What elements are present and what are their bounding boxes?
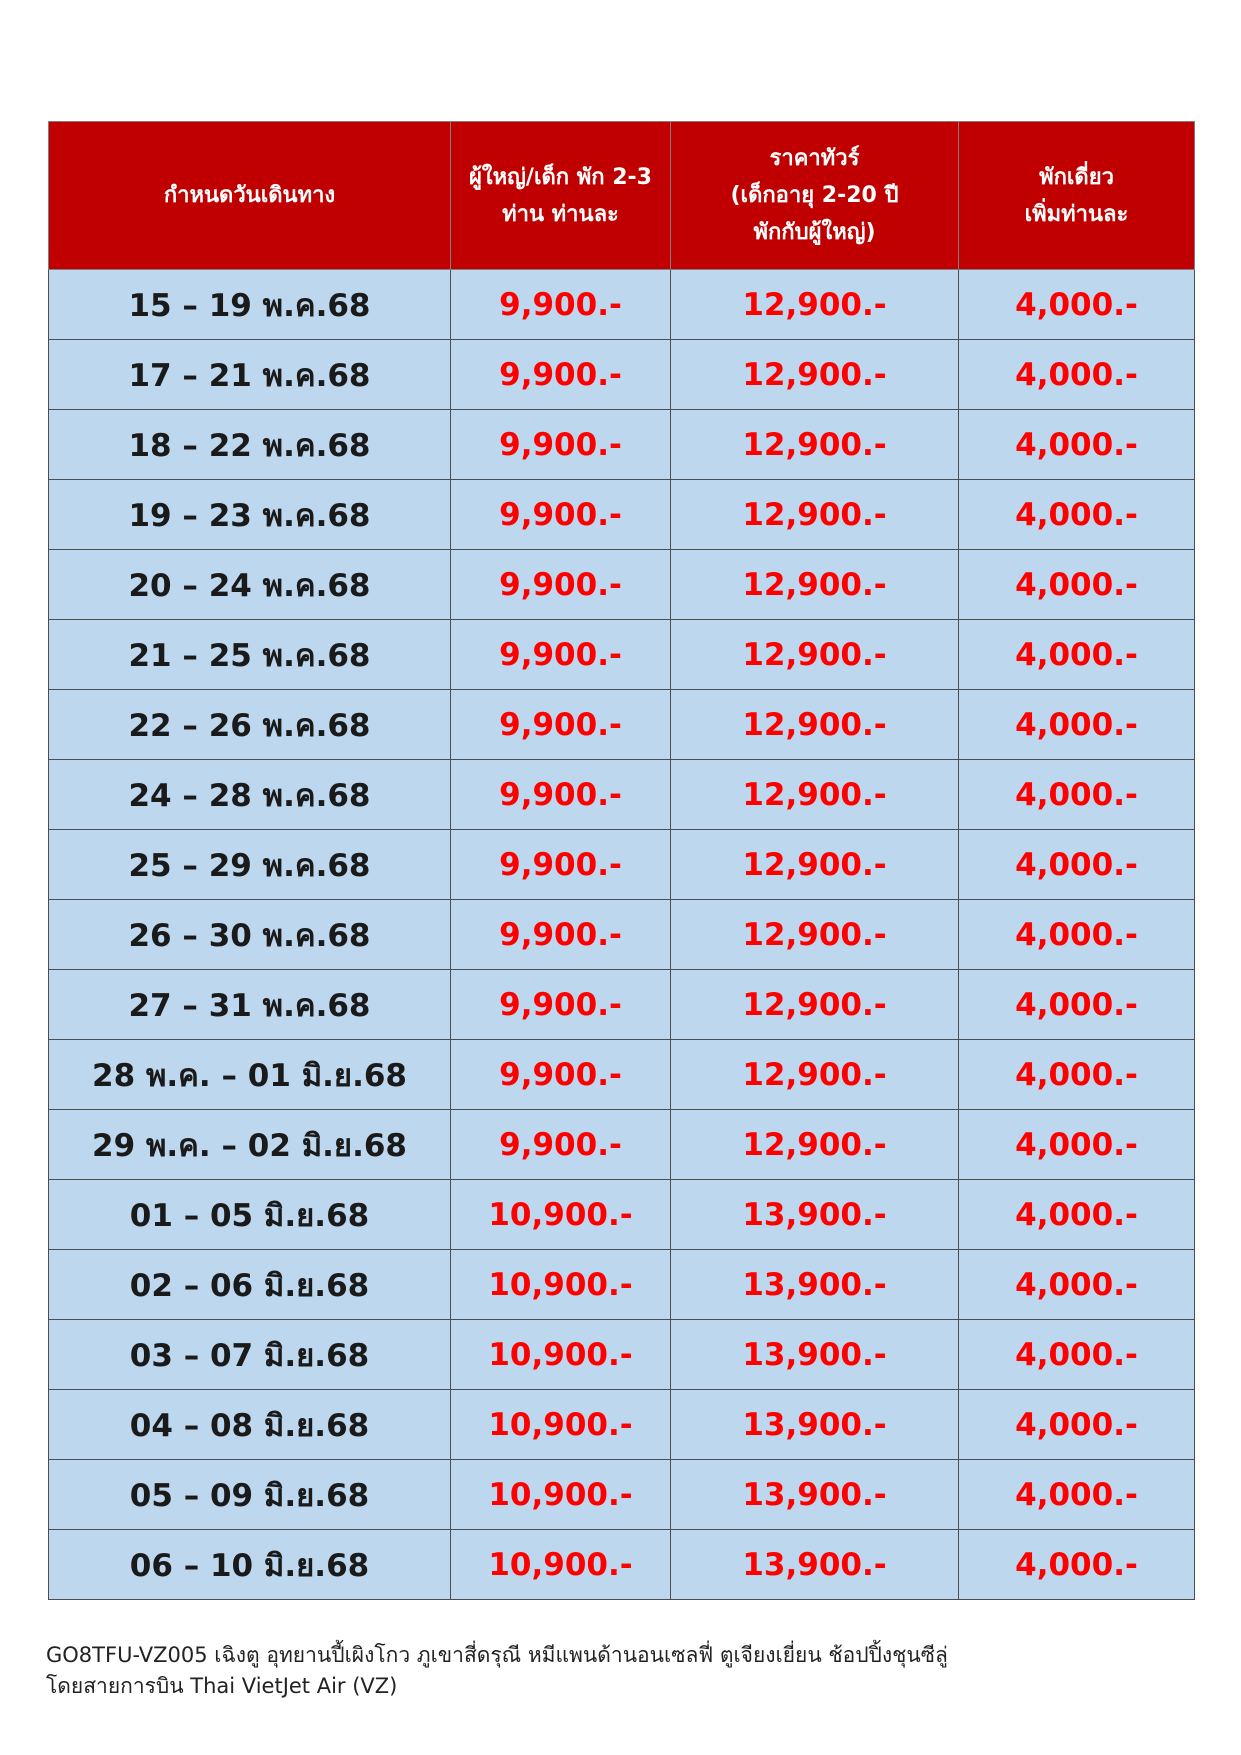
single-supplement-cell: 4,000.- — [959, 1320, 1195, 1390]
table-row — [49, 1250, 1195, 1320]
adult-child-price-cell: 9,900.- — [451, 830, 671, 900]
travel-date-cell: 21 – 25 พ.ค.68 — [49, 620, 451, 690]
travel-date-cell: 29 พ.ค. – 02 มิ.ย.68 — [49, 1110, 451, 1180]
single-supplement-cell: 4,000.- — [959, 340, 1195, 410]
single-supplement-cell: 4,000.- — [959, 1180, 1195, 1250]
adult-child-price-cell: 9,900.- — [451, 970, 671, 1040]
adult-child-price-cell: 10,900.- — [451, 1180, 671, 1250]
table-row — [49, 1460, 1195, 1530]
single-supplement-cell: 4,000.- — [959, 830, 1195, 900]
travel-date-cell: 05 – 09 มิ.ย.68 — [49, 1460, 451, 1530]
travel-date-cell: 06 – 10 มิ.ย.68 — [49, 1530, 451, 1600]
airline-note: โดยสายการบิน Thai VietJet Air (VZ) — [46, 1674, 398, 1698]
table-row — [49, 1320, 1195, 1390]
table-row — [49, 1180, 1195, 1250]
adult-child-price-cell: 10,900.- — [451, 1530, 671, 1600]
child-tour-price-cell: 13,900.- — [671, 1530, 959, 1600]
travel-date-cell: 24 – 28 พ.ค.68 — [49, 760, 451, 830]
single-supplement-cell: 4,000.- — [959, 690, 1195, 760]
adult-child-price-cell: 9,900.- — [451, 410, 671, 480]
child-tour-price-cell: 13,900.- — [671, 1180, 959, 1250]
tour-code-description: GO8TFU-VZ005 เฉิงตู อุทยานปี้เผิงโกว ภูเขาสี่ดรุณี หมีแพนด้านอนเซลฟี่ ตูเจียงเยี่ยน ช้อปปิ้งชุนซีลู่ — [46, 1643, 948, 1667]
table-row — [49, 900, 1195, 970]
single-supplement-cell: 4,000.- — [959, 760, 1195, 830]
table-row — [49, 1040, 1195, 1110]
child-tour-price-cell: 12,900.- — [671, 270, 959, 340]
single-supplement-cell: 4,000.- — [959, 620, 1195, 690]
single-supplement-cell: 4,000.- — [959, 1040, 1195, 1110]
table-row — [49, 1110, 1195, 1180]
travel-date-cell: 26 – 30 พ.ค.68 — [49, 900, 451, 970]
tour-footer — [46, 1640, 1196, 1702]
single-supplement-cell: 4,000.- — [959, 410, 1195, 480]
table-row — [49, 690, 1195, 760]
adult-child-price-cell: 9,900.- — [451, 340, 671, 410]
travel-date-cell: 17 – 21 พ.ค.68 — [49, 340, 451, 410]
single-supplement-cell: 4,000.- — [959, 1390, 1195, 1460]
child-tour-price-cell: 12,900.- — [671, 340, 959, 410]
travel-date-cell: 22 – 26 พ.ค.68 — [49, 690, 451, 760]
table-row — [49, 830, 1195, 900]
adult-child-price-cell: 9,900.- — [451, 1110, 671, 1180]
child-tour-price-cell: 12,900.- — [671, 970, 959, 1040]
single-supplement-cell: 4,000.- — [959, 970, 1195, 1040]
price-table-header — [49, 122, 1195, 270]
single-supplement-cell: 4,000.- — [959, 1460, 1195, 1530]
child-tour-price-cell: 12,900.- — [671, 550, 959, 620]
adult-child-price-cell: 9,900.- — [451, 550, 671, 620]
single-supplement-cell: 4,000.- — [959, 480, 1195, 550]
child-tour-price-cell: 12,900.- — [671, 900, 959, 970]
child-tour-price-cell: 13,900.- — [671, 1460, 959, 1530]
child-tour-price-cell: 13,900.- — [671, 1320, 959, 1390]
travel-date-cell: 15 – 19 พ.ค.68 — [49, 270, 451, 340]
travel-date-cell: 18 – 22 พ.ค.68 — [49, 410, 451, 480]
header-single-supplement: พักเดี่ยว เพิ่มท่านละ — [959, 122, 1195, 270]
child-tour-price-cell: 13,900.- — [671, 1390, 959, 1460]
child-tour-price-cell: 12,900.- — [671, 1040, 959, 1110]
adult-child-price-cell: 9,900.- — [451, 760, 671, 830]
child-tour-price-cell: 12,900.- — [671, 760, 959, 830]
travel-date-cell: 27 – 31 พ.ค.68 — [49, 970, 451, 1040]
table-row — [49, 340, 1195, 410]
child-tour-price-cell: 13,900.- — [671, 1250, 959, 1320]
adult-child-price-cell: 10,900.- — [451, 1320, 671, 1390]
table-row — [49, 970, 1195, 1040]
header-travel-dates: กำหนดวันเดินทาง — [49, 122, 451, 270]
table-row — [49, 1530, 1195, 1600]
travel-date-cell: 04 – 08 มิ.ย.68 — [49, 1390, 451, 1460]
table-row — [49, 550, 1195, 620]
travel-date-cell: 28 พ.ค. – 01 มิ.ย.68 — [49, 1040, 451, 1110]
header-child-tour-price: ราคาทัวร์ (เด็กอายุ 2-20 ปี พักกับผู้ใหญ่) — [671, 122, 959, 270]
header-row — [49, 122, 1195, 270]
table-row — [49, 270, 1195, 340]
child-tour-price-cell: 12,900.- — [671, 480, 959, 550]
adult-child-price-cell: 9,900.- — [451, 1040, 671, 1110]
travel-date-cell: 03 – 07 มิ.ย.68 — [49, 1320, 451, 1390]
price-table — [48, 121, 1195, 1600]
child-tour-price-cell: 12,900.- — [671, 830, 959, 900]
child-tour-price-cell: 12,900.- — [671, 1110, 959, 1180]
table-row — [49, 1390, 1195, 1460]
single-supplement-cell: 4,000.- — [959, 900, 1195, 970]
adult-child-price-cell: 10,900.- — [451, 1460, 671, 1530]
travel-date-cell: 25 – 29 พ.ค.68 — [49, 830, 451, 900]
adult-child-price-cell: 9,900.- — [451, 900, 671, 970]
adult-child-price-cell: 10,900.- — [451, 1390, 671, 1460]
adult-child-price-cell: 9,900.- — [451, 690, 671, 760]
travel-date-cell: 01 – 05 มิ.ย.68 — [49, 1180, 451, 1250]
travel-date-cell: 20 – 24 พ.ค.68 — [49, 550, 451, 620]
travel-date-cell: 02 – 06 มิ.ย.68 — [49, 1250, 451, 1320]
single-supplement-cell: 4,000.- — [959, 1530, 1195, 1600]
single-supplement-cell: 4,000.- — [959, 1110, 1195, 1180]
table-row — [49, 760, 1195, 830]
single-supplement-cell: 4,000.- — [959, 550, 1195, 620]
child-tour-price-cell: 12,900.- — [671, 620, 959, 690]
adult-child-price-cell: 9,900.- — [451, 480, 671, 550]
adult-child-price-cell: 10,900.- — [451, 1250, 671, 1320]
table-row — [49, 410, 1195, 480]
child-tour-price-cell: 12,900.- — [671, 690, 959, 760]
price-table-body — [49, 270, 1195, 1600]
table-row — [49, 480, 1195, 550]
travel-date-cell: 19 – 23 พ.ค.68 — [49, 480, 451, 550]
child-tour-price-cell: 12,900.- — [671, 410, 959, 480]
header-adult-child-price: ผู้ใหญ่/เด็ก พัก 2-3 ท่าน ท่านละ — [451, 122, 671, 270]
single-supplement-cell: 4,000.- — [959, 270, 1195, 340]
adult-child-price-cell: 9,900.- — [451, 270, 671, 340]
adult-child-price-cell: 9,900.- — [451, 620, 671, 690]
table-row — [49, 620, 1195, 690]
single-supplement-cell: 4,000.- — [959, 1250, 1195, 1320]
